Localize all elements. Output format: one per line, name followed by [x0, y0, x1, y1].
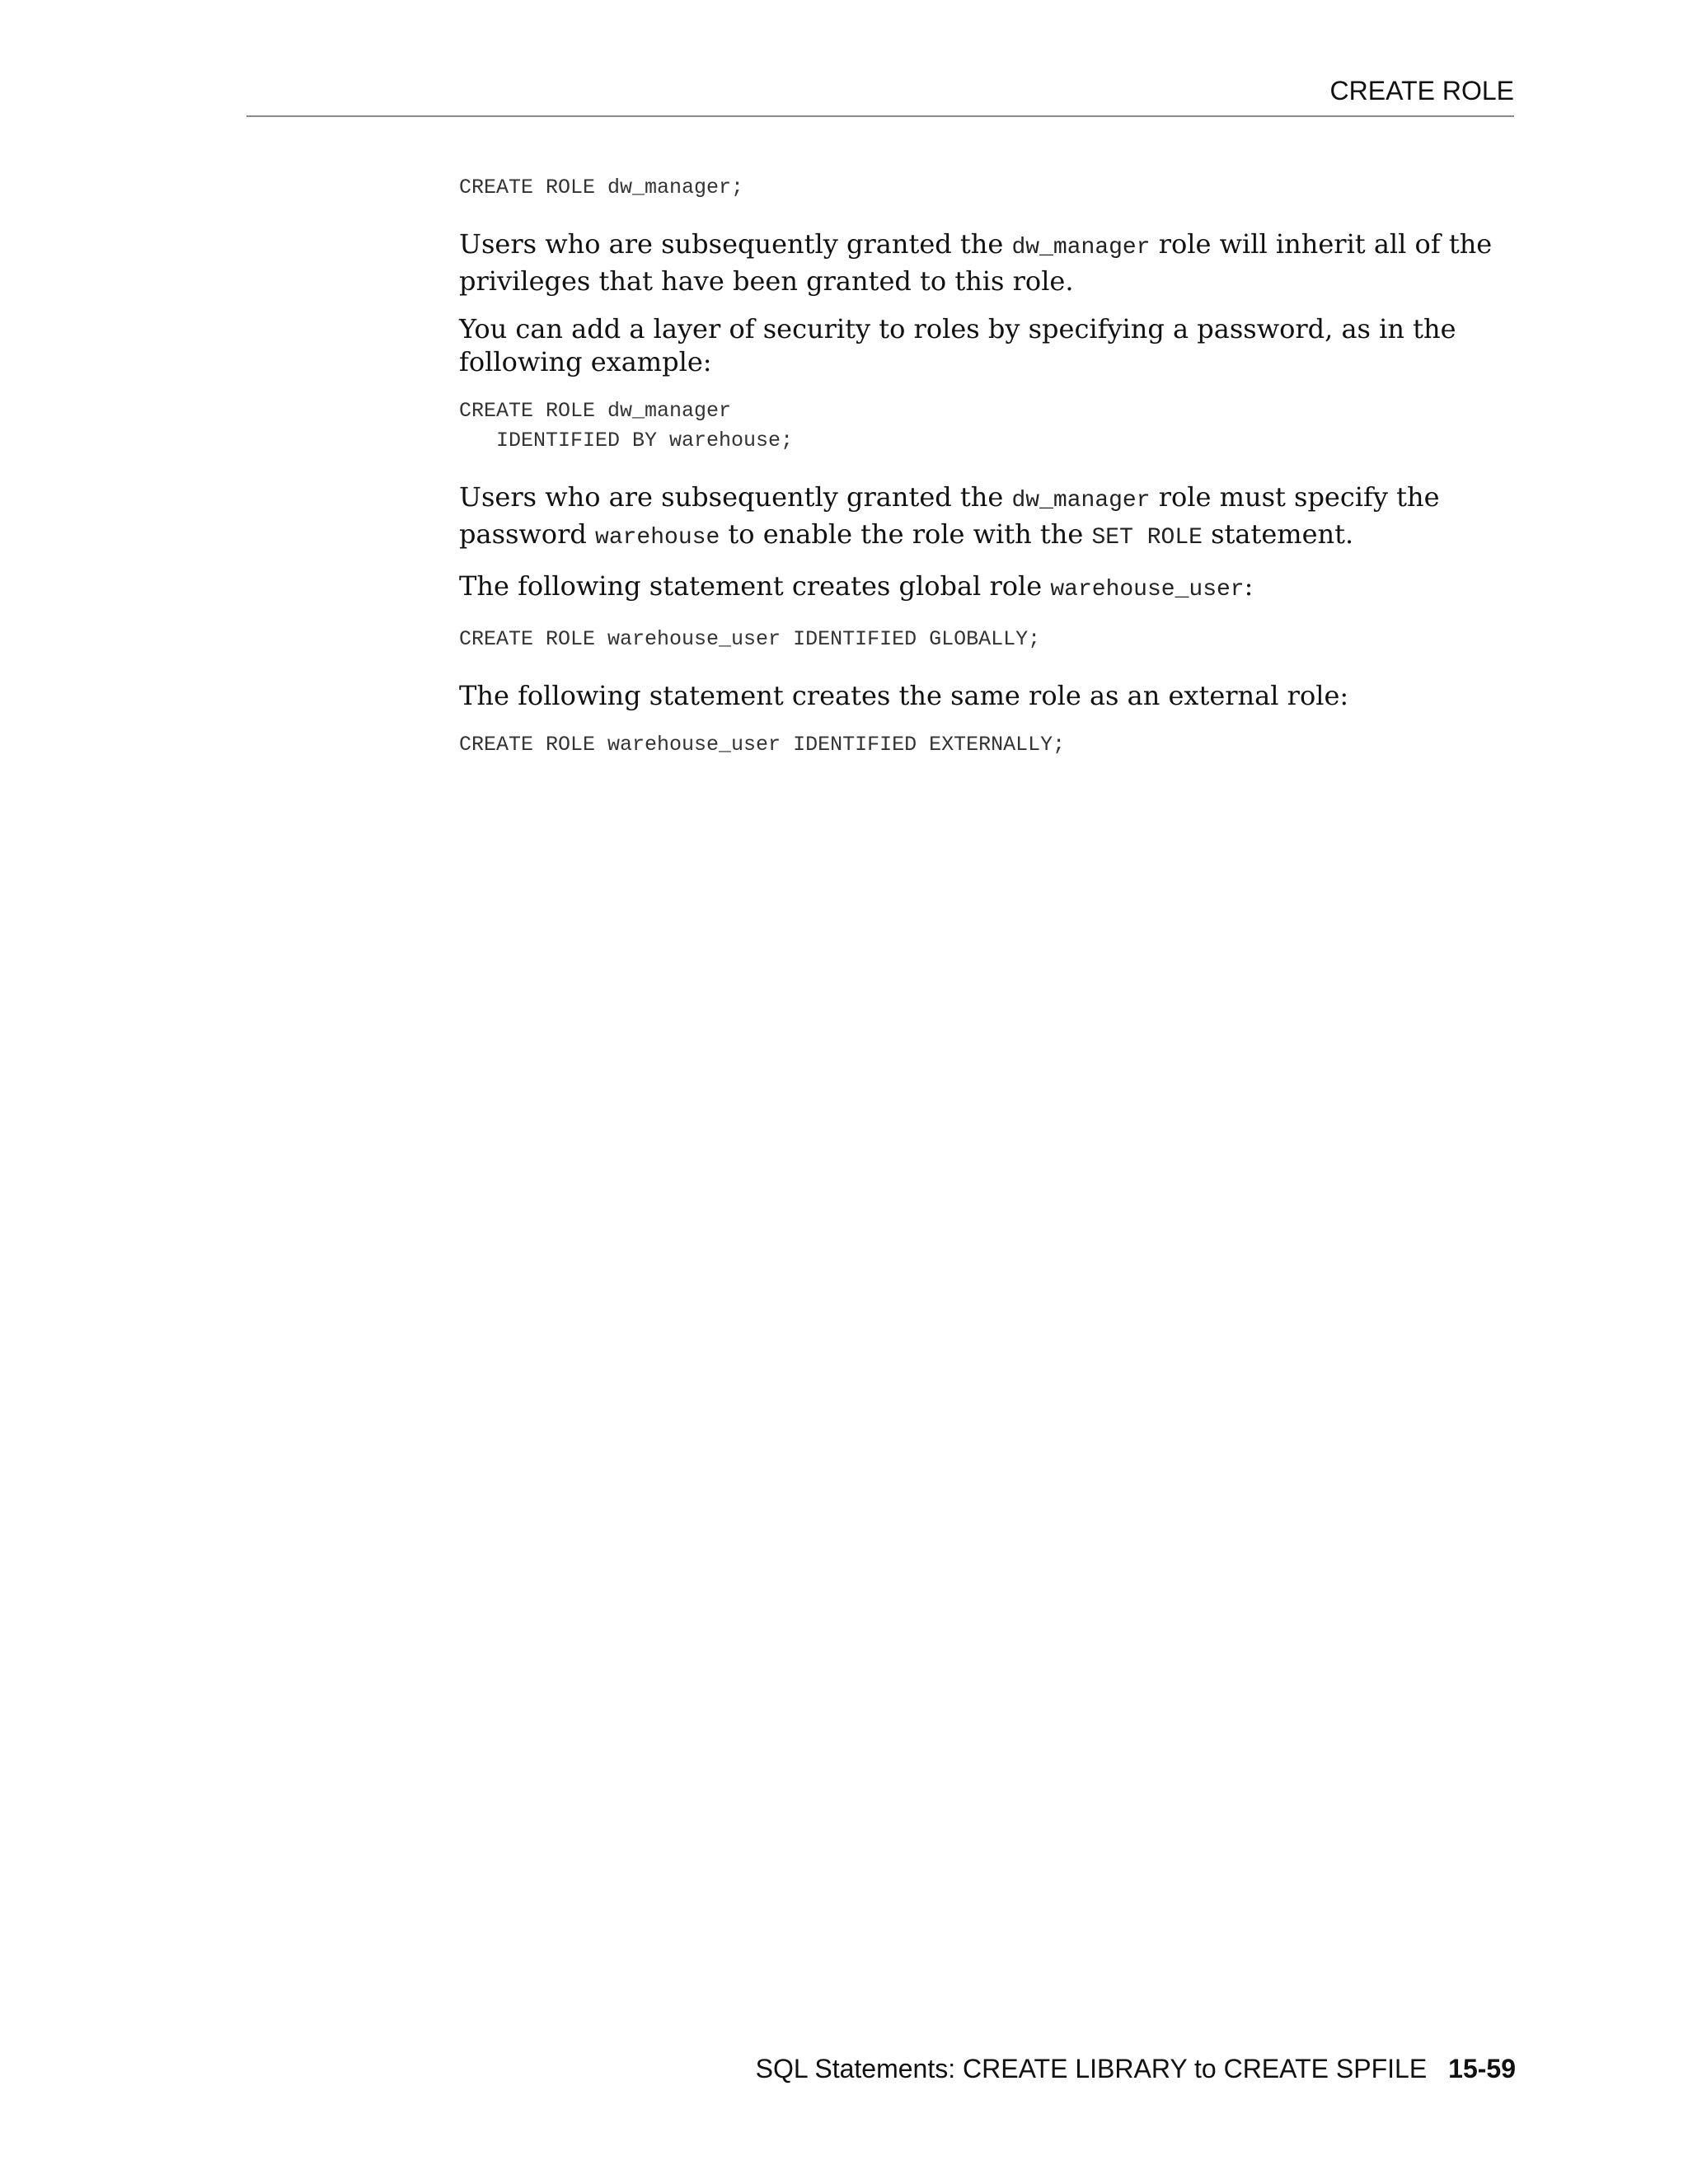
inline-code: SET ROLE: [1091, 525, 1203, 551]
text: role must specify the password: [459, 481, 1440, 550]
text: statement.: [1202, 518, 1354, 550]
paragraph-add-password: You can add a layer of security to roles by specifying a password, as in the following example:: [459, 313, 1456, 377]
paragraph-inherit-privileges: [459, 227, 1516, 298]
footer-chapter-title: SQL Statements: CREATE LIBRARY to CREATE SPFILE: [755, 2054, 1428, 2083]
inline-code: warehouse: [595, 525, 720, 551]
page-number: 15-59: [1448, 2054, 1516, 2083]
text: Users who are subsequently granted the: [459, 228, 1012, 260]
paragraph-global-role: [459, 569, 1516, 607]
paragraph-external-role: The following statement creates the same role as an external role:: [459, 680, 1349, 711]
inline-code: dw_manager: [1011, 235, 1151, 260]
text: The following statement creates global role: [459, 570, 1051, 602]
page-content: [459, 173, 1516, 760]
code-example-create-role: CREATE ROLE dw_manager;: [459, 176, 744, 199]
running-footer: [756, 2052, 1516, 2085]
inline-code: dw_manager: [1011, 488, 1151, 513]
paragraph-specify-password: [459, 480, 1516, 555]
code-example-identified-globally: CREATE ROLE warehouse_user IDENTIFIED GLOBALLY;: [459, 627, 1041, 651]
code-example-identified-externally: CREATE ROLE warehouse_user IDENTIFIED EXTERNALLY;: [459, 733, 1066, 757]
code-example-identified-by: [459, 396, 1516, 456]
text: :: [1244, 570, 1254, 602]
running-header-title: CREATE ROLE: [1329, 76, 1514, 105]
text: to enable the role with the: [720, 518, 1092, 550]
running-header: [246, 66, 1514, 117]
text: role will inherit all of the privileges that have been granted to this role.: [459, 228, 1493, 297]
code-line: CREATE ROLE dw_manager: [459, 399, 732, 423]
code-line: IDENTIFIED BY warehouse;: [459, 429, 794, 452]
text: Users who are subsequently granted the: [459, 481, 1012, 513]
inline-code: warehouse_user: [1050, 577, 1245, 602]
